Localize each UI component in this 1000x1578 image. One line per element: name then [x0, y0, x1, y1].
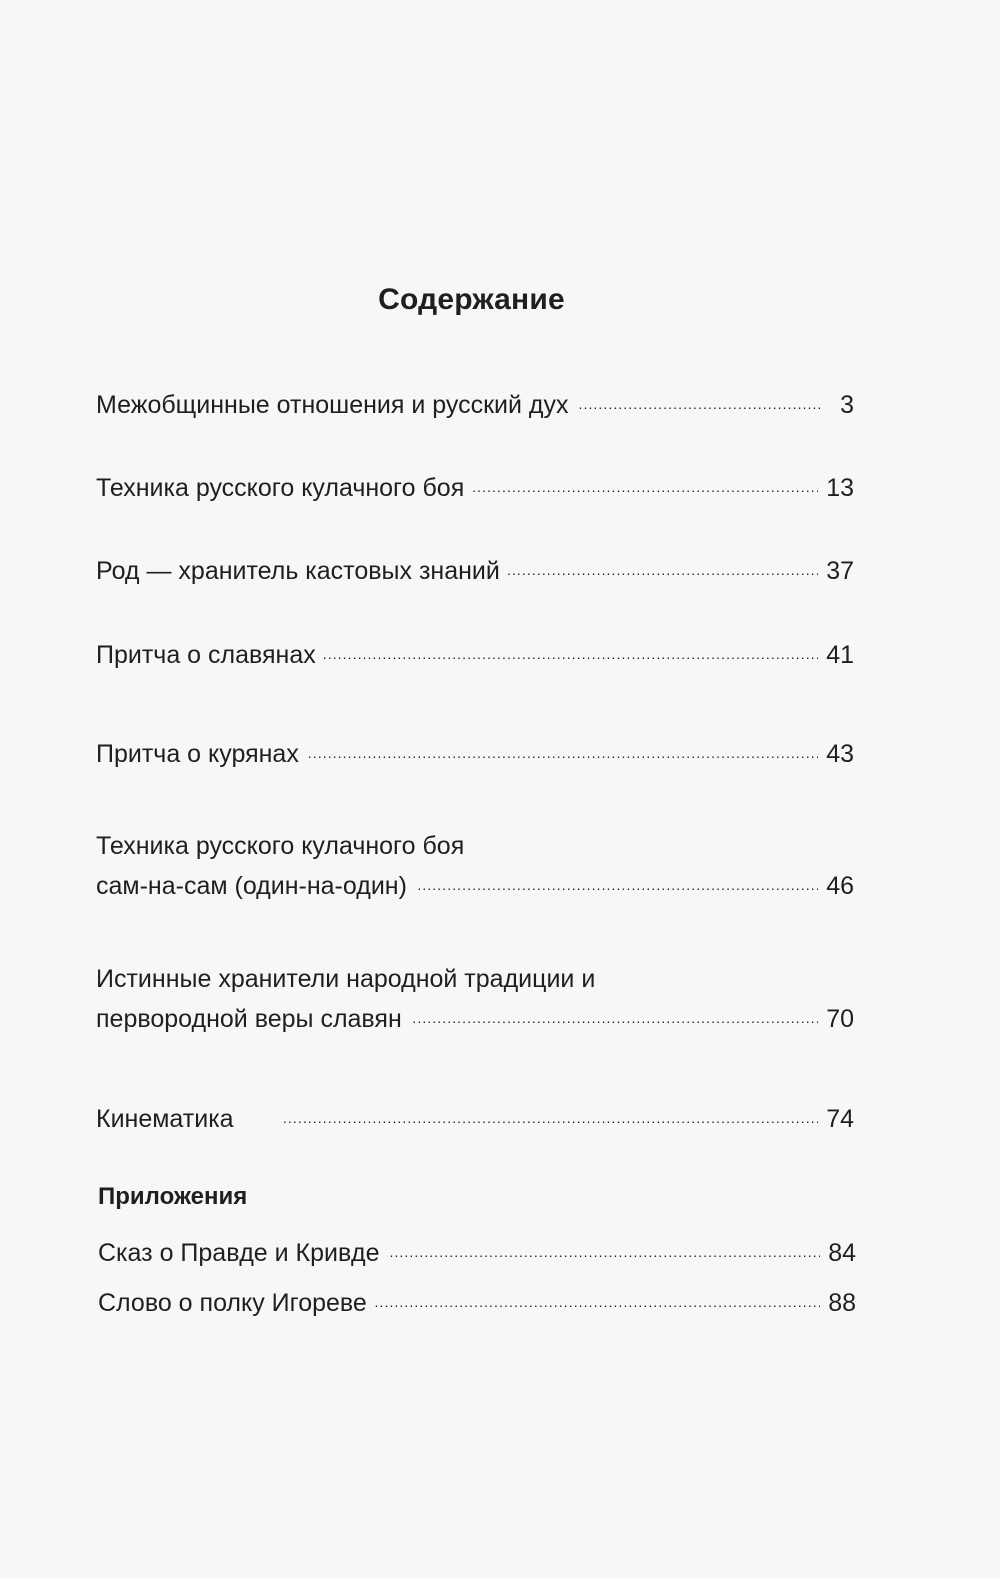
toc-entry-title: Истинные хранители народной традиции и: [96, 965, 596, 993]
toc-entry-title: Род — хранитель кастовых знаний: [96, 557, 500, 585]
toc-entry-title: Притча о славянах: [96, 641, 316, 669]
toc-entry[interactable]: [96, 1095, 854, 1135]
toc-page-number: 41: [826, 641, 854, 669]
toc-leader-dots: [410, 995, 818, 1027]
toc-leader-dots: [307, 730, 818, 762]
toc-page-number: 70: [826, 1005, 854, 1033]
toc-leader-dots: [472, 464, 818, 496]
toc-entry-title: Техника русского кулачного боя: [96, 832, 465, 860]
toc-entry[interactable]: [96, 730, 854, 770]
toc-page-number: 74: [826, 1105, 854, 1133]
toc-entry[interactable]: [96, 631, 854, 671]
toc-page-number: 13: [826, 474, 854, 502]
toc-leader-dots: [242, 1095, 819, 1127]
toc-entry[interactable]: [96, 547, 854, 587]
toc-leader-dots: [508, 547, 818, 579]
toc-entry-title: Межобщинные отношения и русский дух: [96, 391, 569, 419]
toc-page-number: 43: [826, 740, 854, 768]
toc-entry-title-continued: первородной веры славян: [96, 1005, 402, 1033]
toc-entry[interactable]: [96, 464, 854, 504]
toc-entry-title: Слово о полку Игореве: [98, 1289, 367, 1317]
toc-leader-dots: [415, 862, 818, 894]
toc-leader-dots: [324, 631, 818, 663]
toc-leader-dots: [387, 1229, 820, 1261]
toc-entry-title: Притча о курянах: [96, 740, 299, 768]
page-title: Содержание: [378, 283, 565, 316]
toc-entry-title: Техника русского кулачного боя: [96, 474, 465, 502]
appendix-heading: Приложения: [98, 1183, 248, 1210]
toc-entry[interactable]: [96, 381, 854, 421]
toc-leader-dots: [375, 1279, 820, 1311]
toc-entry[interactable]: [98, 1229, 856, 1269]
toc-page-number: 37: [826, 557, 854, 585]
toc-entry[interactable]: [98, 1279, 856, 1319]
toc-page-number: 88: [828, 1289, 856, 1317]
toc-entry-title: Сказ о Правде и Кривде: [98, 1239, 380, 1267]
toc-entry[interactable]: [96, 830, 854, 902]
toc-page-number: 3: [840, 391, 854, 419]
toc-entry[interactable]: [96, 963, 854, 1035]
toc-entry-title: Кинематика: [96, 1105, 234, 1133]
toc-entry-title-continued: сам-на-сам (один-на-один): [96, 872, 407, 900]
toc-page-number: 46: [826, 872, 854, 900]
toc-leader-dots: [577, 381, 820, 413]
toc-page-number: 84: [828, 1239, 856, 1267]
